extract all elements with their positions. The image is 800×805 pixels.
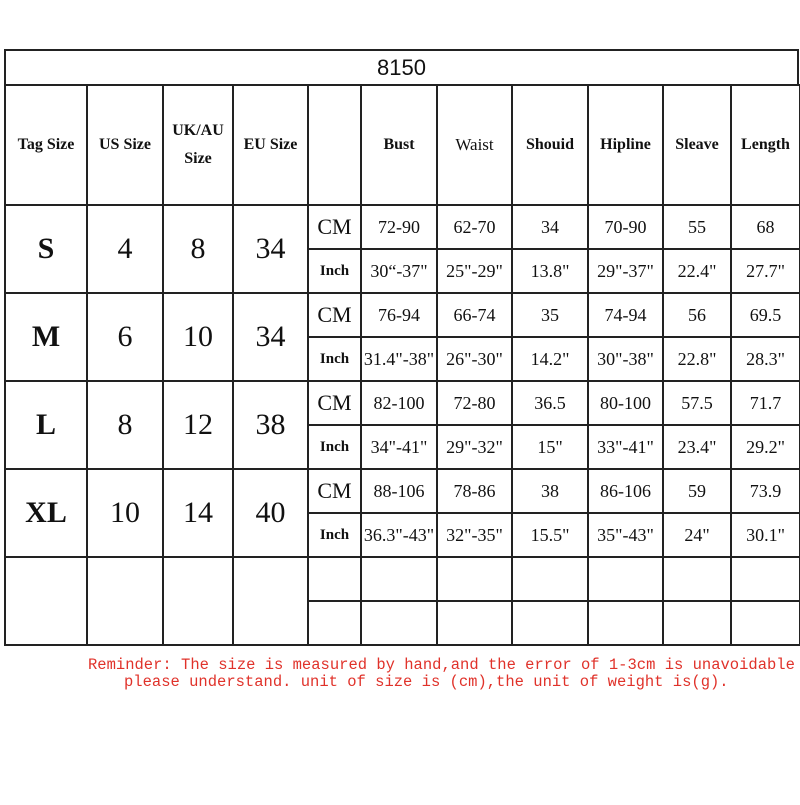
shoulder-inch: 15.5" [512,513,588,557]
sleeve-cm: 56 [663,293,731,337]
header-length: Length [731,85,800,205]
empty-cell [731,601,800,645]
hipline-cm: 74-94 [588,293,663,337]
header-uk-au-top: UK/AU [172,122,224,139]
waist-inch: 26"-30" [437,337,512,381]
empty-cell [361,601,437,645]
sleeve-cm: 57.5 [663,381,731,425]
bust-cm: 82-100 [361,381,437,425]
empty-cell [731,557,800,601]
empty-cell [308,557,361,601]
bust-inch: 36.3"-43" [361,513,437,557]
header-row [5,85,800,205]
table-row [5,381,800,425]
waist-inch: 25"-29" [437,249,512,293]
size-table [4,84,800,646]
waist-cm: 72-80 [437,381,512,425]
header-unit [308,85,361,205]
unit-cm: CM [308,293,361,337]
waist-cm: 66-74 [437,293,512,337]
sleeve-cm: 55 [663,205,731,249]
bust-cm: 88-106 [361,469,437,513]
reminder-line-2: please understand. unit of size is (cm),the unit of weight is(g). [124,673,729,691]
unit-inch: Inch [308,249,361,293]
hipline-inch: 29"-37" [588,249,663,293]
waist-cm: 62-70 [437,205,512,249]
hipline-cm: 80-100 [588,381,663,425]
empty-cell [663,557,731,601]
sleeve-inch: 23.4" [663,425,731,469]
empty-cell [437,557,512,601]
us-size-cell: 10 [87,469,163,557]
bust-cm: 72-90 [361,205,437,249]
shoulder-cm: 35 [512,293,588,337]
table-row [5,293,800,337]
tag-size-cell: XL [5,469,87,557]
unit-cm: CM [308,469,361,513]
header-bust: Bust [361,85,437,205]
empty-cell [588,557,663,601]
header-us-size: US Size [87,85,163,205]
sleeve-inch: 22.4" [663,249,731,293]
us-size-cell: 6 [87,293,163,381]
length-cm: 71.7 [731,381,800,425]
header-shoulder: Shouid [512,85,588,205]
header-uk-au-size [163,85,233,205]
header-hipline: Hipline [588,85,663,205]
eu-size-cell: 34 [233,293,308,381]
length-cm: 69.5 [731,293,800,337]
header-eu-size: EU Size [233,85,308,205]
empty-cell [163,557,233,645]
empty-cell [512,601,588,645]
header-uk-au-bottom: Size [184,150,212,167]
eu-size-cell: 34 [233,205,308,293]
shoulder-inch: 14.2" [512,337,588,381]
shoulder-inch: 13.8" [512,249,588,293]
uk-size-cell: 8 [163,205,233,293]
hipline-inch: 33"-41" [588,425,663,469]
header-sleeve: Sleave [663,85,731,205]
chart-title: 8150 [4,49,799,84]
empty-cell [361,557,437,601]
bust-inch: 34"-41" [361,425,437,469]
shoulder-inch: 15" [512,425,588,469]
us-size-cell: 4 [87,205,163,293]
sleeve-cm: 59 [663,469,731,513]
uk-size-cell: 12 [163,381,233,469]
eu-size-cell: 38 [233,381,308,469]
header-waist: Waist [437,85,512,205]
unit-cm: CM [308,381,361,425]
length-inch: 29.2" [731,425,800,469]
unit-inch: Inch [308,513,361,557]
empty-row [5,557,800,601]
tag-size-cell: S [5,205,87,293]
hipline-inch: 30"-38" [588,337,663,381]
shoulder-cm: 34 [512,205,588,249]
bust-inch: 31.4"-38" [361,337,437,381]
length-inch: 27.7" [731,249,800,293]
unit-inch: Inch [308,337,361,381]
table-row [5,205,800,249]
empty-cell [437,601,512,645]
length-inch: 28.3" [731,337,800,381]
uk-size-cell: 10 [163,293,233,381]
unit-inch: Inch [308,425,361,469]
sleeve-inch: 24" [663,513,731,557]
empty-cell [308,601,361,645]
length-cm: 73.9 [731,469,800,513]
table-row [5,469,800,513]
us-size-cell: 8 [87,381,163,469]
shoulder-cm: 36.5 [512,381,588,425]
length-inch: 30.1" [731,513,800,557]
length-cm: 68 [731,205,800,249]
empty-cell [87,557,163,645]
bust-cm: 76-94 [361,293,437,337]
hipline-inch: 35"-43" [588,513,663,557]
header-tag-size: Tag Size [5,85,87,205]
reminder-note [88,656,795,691]
waist-inch: 29"-32" [437,425,512,469]
eu-size-cell: 40 [233,469,308,557]
waist-inch: 32"-35" [437,513,512,557]
empty-cell [663,601,731,645]
hipline-cm: 70-90 [588,205,663,249]
empty-cell [512,557,588,601]
shoulder-cm: 38 [512,469,588,513]
empty-cell [233,557,308,645]
uk-size-cell: 14 [163,469,233,557]
bust-inch: 30“-37" [361,249,437,293]
reminder-line-1: Reminder: The size is measured by hand,and the error of 1-3cm is unavoidable [88,656,795,674]
empty-cell [588,601,663,645]
tag-size-cell: M [5,293,87,381]
empty-cell [5,557,87,645]
tag-size-cell: L [5,381,87,469]
unit-cm: CM [308,205,361,249]
hipline-cm: 86-106 [588,469,663,513]
sleeve-inch: 22.8" [663,337,731,381]
waist-cm: 78-86 [437,469,512,513]
